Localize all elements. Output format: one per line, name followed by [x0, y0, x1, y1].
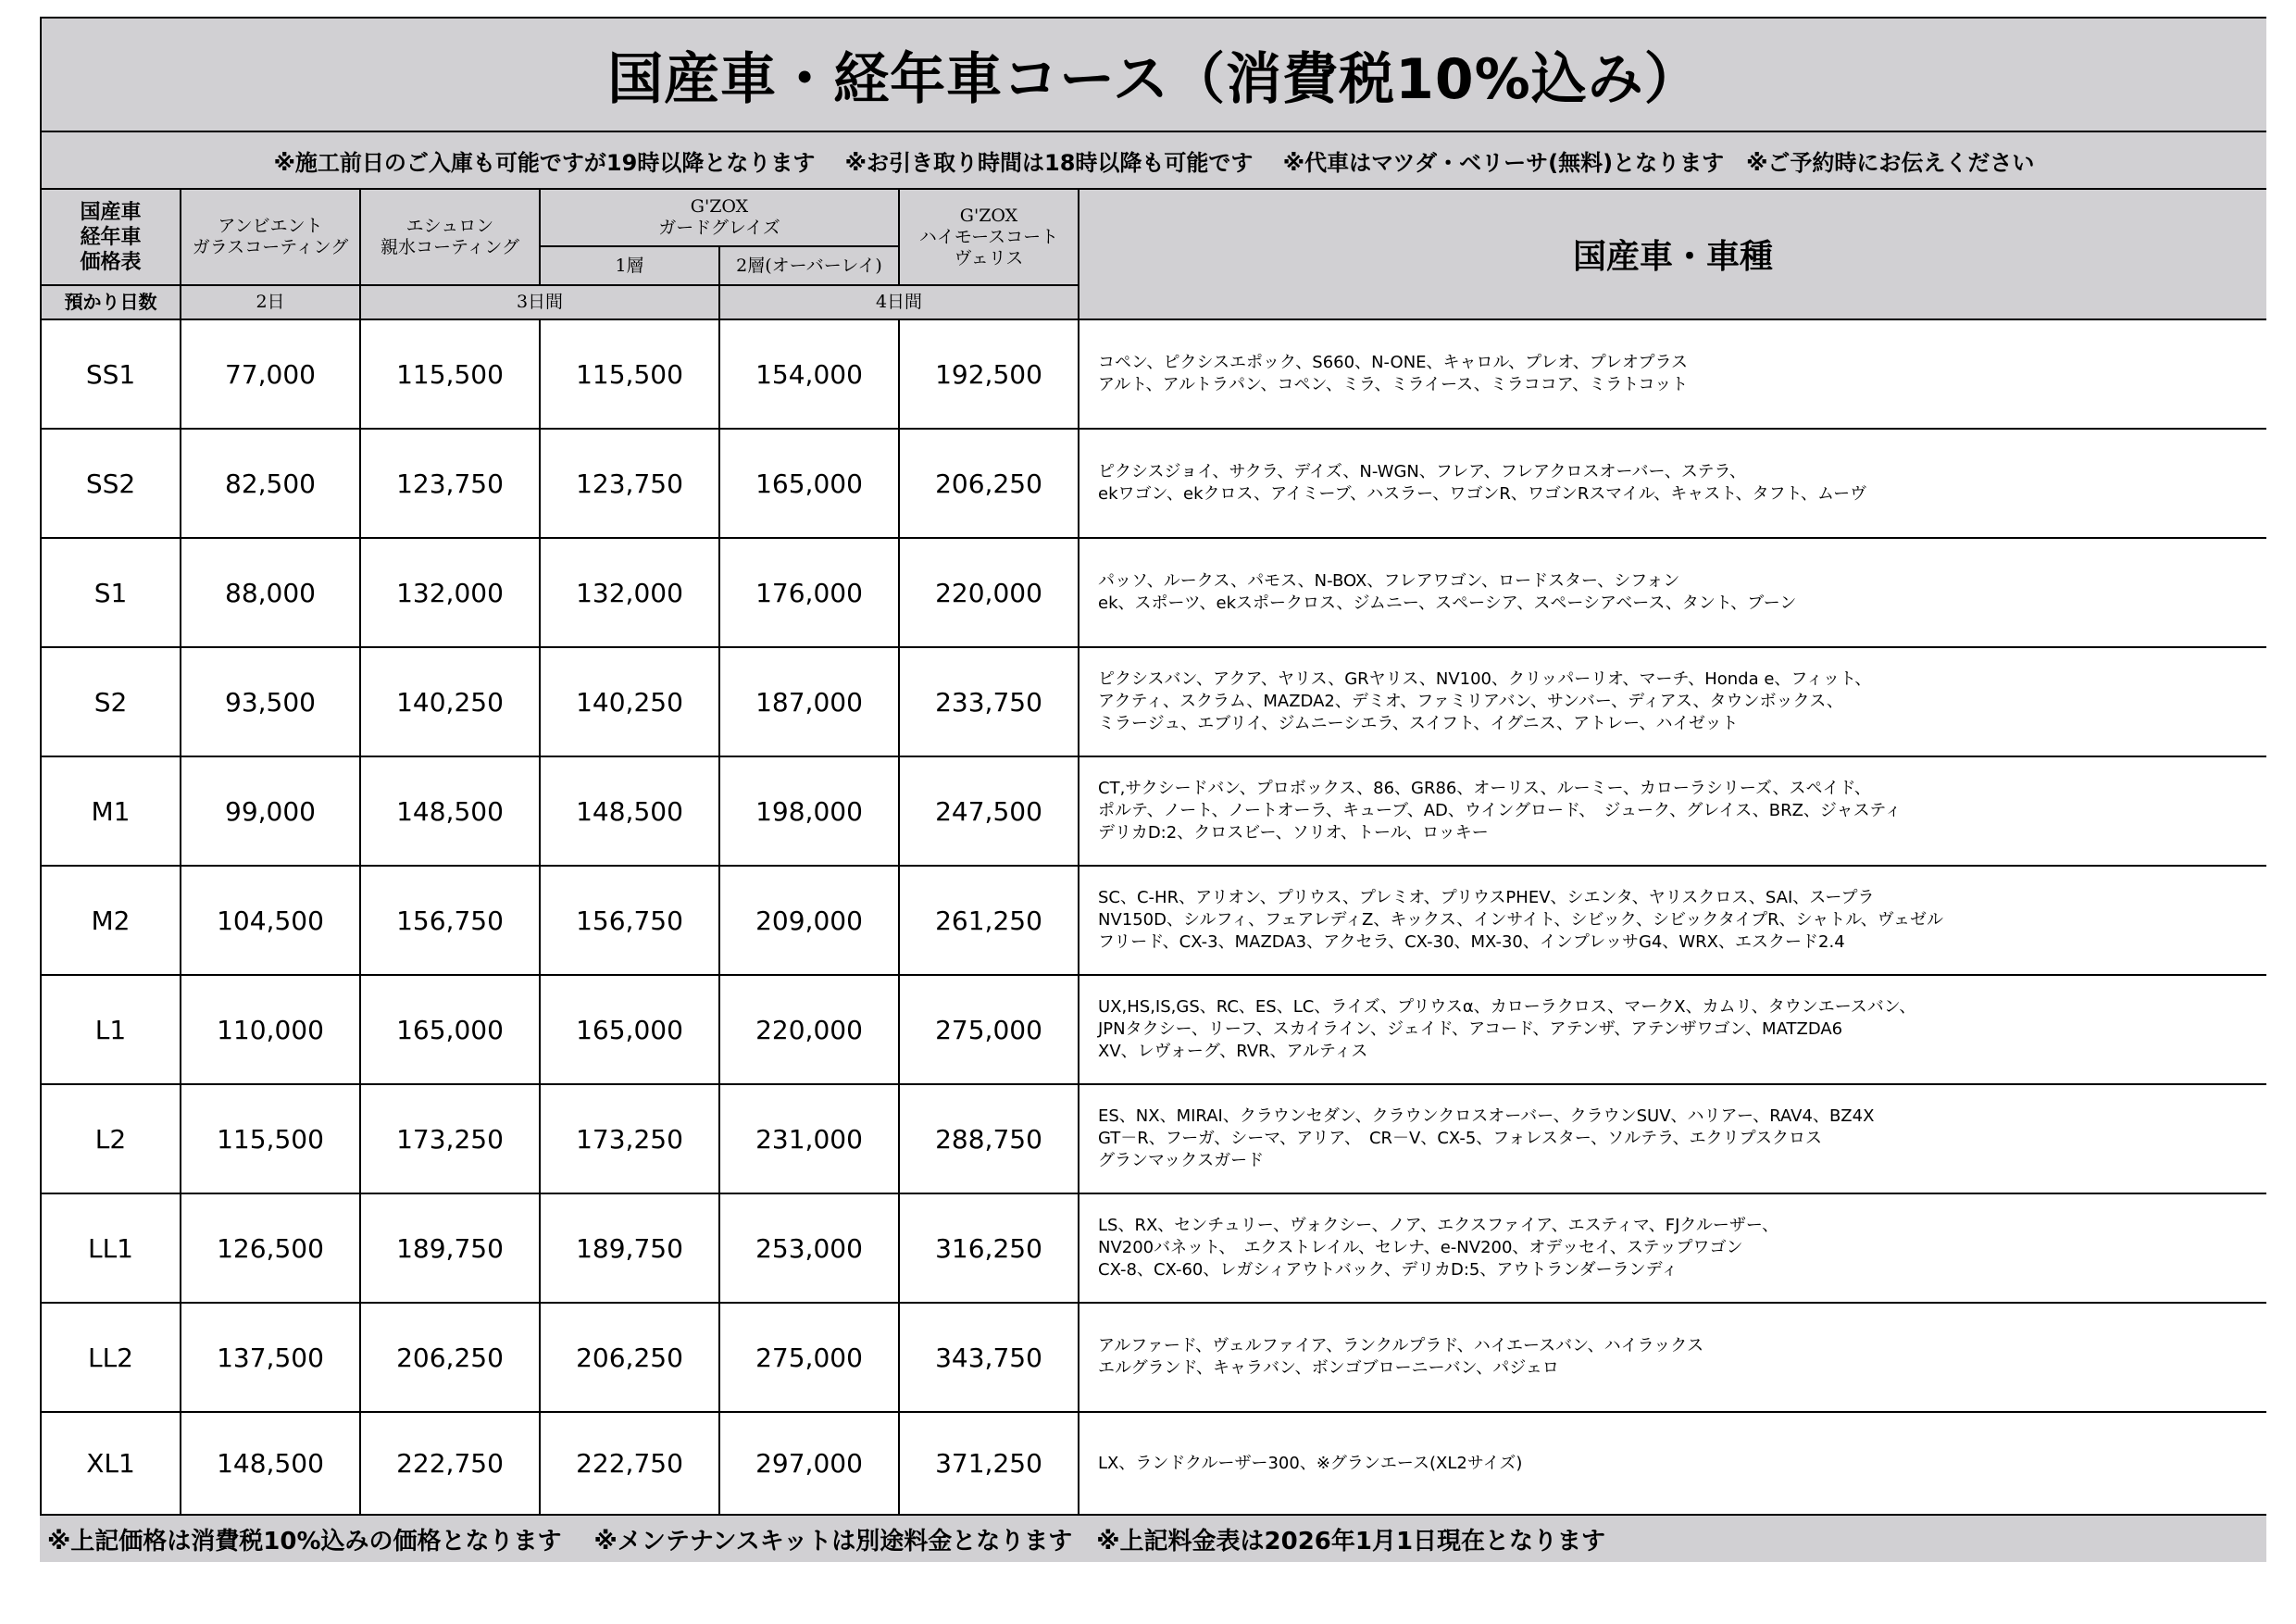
models-list [1098, 461, 1866, 506]
models-line: デリカD:2、クロスビー、ソリオ、トール、ロッキー [1098, 823, 1489, 843]
rank-cell: SS1 [42, 320, 181, 430]
days-three: 3日間 [361, 286, 720, 320]
price-ambient: 88,000 [181, 539, 361, 648]
header-rank-line: 経年車 [80, 224, 142, 249]
price-ambient: 77,000 [181, 320, 361, 430]
models-cell [1079, 430, 2266, 539]
header-guard [541, 190, 900, 247]
footer-note: ※上記価格は消費税10%込みの価格となります ※メンテナンスキットは別途料金となります ※上記料金表は2026年1月1日現在となります [40, 1516, 2266, 1562]
notice-bar: ※施工前日のご入庫も可能ですが19時以降となります ※お引き取り時間は18時以降も可能です ※代車はマツダ・ベリーサ(無料)となります ※ご予約時にお伝えください [42, 132, 2266, 190]
header-rank-line: 国産車 [80, 199, 142, 224]
price-echelon: 115,500 [361, 320, 541, 430]
models-line: アルファード、ヴェルファイア、ランクルプラド、ハイエースバン、ハイラックス [1098, 1336, 1704, 1355]
price-ambient: 93,500 [181, 648, 361, 757]
price-table [40, 17, 2266, 1516]
price-guard-2: 297,000 [720, 1413, 900, 1514]
price-guard-2: 154,000 [720, 320, 900, 430]
price-guard-2: 253,000 [720, 1194, 900, 1304]
header-guard-line: ガードグレイズ [658, 218, 780, 238]
price-ambient: 148,500 [181, 1413, 361, 1514]
models-list [1098, 996, 1915, 1063]
models-line: アクティ、スクラム、MAZDA2、デミオ、ファミリアバン、サンバー、ディアス、タウンボックス、 [1098, 692, 1843, 711]
models-line: UX,HS,IS,GS、RC、ES、LC、ライズ、プリウスα、カローラクロス、マークX、カムリ、タウンエースバン、 [1098, 997, 1916, 1017]
price-guard-2: 198,000 [720, 757, 900, 867]
price-echelon: 222,750 [361, 1413, 541, 1514]
price-guard-2: 220,000 [720, 976, 900, 1085]
price-guard-1: 123,750 [541, 430, 720, 539]
page-title: 国産車・経年車コース（消費税10%込み） [42, 19, 2266, 132]
models-cell [1079, 867, 2266, 976]
price-ambient: 126,500 [181, 1194, 361, 1304]
days-label: 預かり日数 [42, 286, 181, 320]
price-guard-1: 140,250 [541, 648, 720, 757]
price-echelon: 132,000 [361, 539, 541, 648]
price-echelon: 156,750 [361, 867, 541, 976]
price-ambient: 104,500 [181, 867, 361, 976]
models-list [1098, 668, 1871, 735]
price-guard-2: 165,000 [720, 430, 900, 539]
rank-cell: L1 [42, 976, 181, 1085]
price-hymos: 371,250 [900, 1413, 1079, 1514]
price-hymos: 275,000 [900, 976, 1079, 1085]
header-hymos [900, 190, 1079, 286]
price-hymos: 247,500 [900, 757, 1079, 867]
models-line: LS、RX、センチュリー、ヴォクシー、ノア、エクスファイア、エスティマ、FJクルーザー、 [1098, 1216, 1779, 1235]
price-guard-1: 148,500 [541, 757, 720, 867]
price-guard-1: 173,250 [541, 1085, 720, 1194]
models-cell [1079, 757, 2266, 867]
price-hymos: 192,500 [900, 320, 1079, 430]
models-line: NV200バネット、 エクストレイル、セレナ、e-NV200、オデッセイ、ステップワゴン [1098, 1238, 1743, 1257]
price-hymos: 233,750 [900, 648, 1079, 757]
header-echelon [361, 190, 541, 286]
models-list [1098, 1335, 1703, 1380]
models-line: SC、C-HR、アリオン、プリウス、プレミオ、プリウスPHEV、シエンタ、ヤリスクロス、SAI、スープラ [1098, 888, 1875, 907]
models-line: コペン、ピクシスエポック、S660、N-ONE、キャロル、プレオ、プレオプラス [1098, 353, 1688, 372]
price-guard-1: 156,750 [541, 867, 720, 976]
header-guard-2: 2層(オーバーレイ) [720, 247, 900, 286]
models-cell [1079, 1413, 2266, 1514]
header-ambient [181, 190, 361, 286]
header-rank-line: 価格表 [80, 249, 142, 274]
price-echelon: 189,750 [361, 1194, 541, 1304]
models-line: ES、NX、MIRAI、クラウンセダン、クラウンクロスオーバー、クラウンSUV、ハリアー、RAV4、BZ4X [1098, 1106, 1875, 1126]
models-cell [1079, 1085, 2266, 1194]
models-line: LX、ランドクルーザー300、※グランエース(XL2サイズ) [1098, 1453, 1523, 1473]
price-hymos: 343,750 [900, 1304, 1079, 1413]
models-list [1098, 1215, 1778, 1281]
price-echelon: 206,250 [361, 1304, 541, 1413]
models-list [1098, 570, 1796, 615]
rank-cell: LL1 [42, 1194, 181, 1304]
header-echelon-line: 親水コーティング [380, 237, 520, 257]
price-echelon: 165,000 [361, 976, 541, 1085]
price-guard-1: 222,750 [541, 1413, 720, 1514]
models-cell [1079, 1304, 2266, 1413]
header-hymos-line: ハイモースコート [918, 226, 1059, 247]
models-cell [1079, 976, 2266, 1085]
header-guard-1: 1層 [541, 247, 720, 286]
models-line: XV、レヴォーグ、RVR、アルティス [1098, 1042, 1368, 1061]
models-list [1098, 887, 1943, 954]
price-echelon: 173,250 [361, 1085, 541, 1194]
price-ambient: 99,000 [181, 757, 361, 867]
models-line: JPNタクシー、リーフ、スカイライン、ジェイド、アコード、アテンザ、アテンザワゴン、MATZDA6 [1098, 1019, 1843, 1039]
models-list [1098, 352, 1688, 396]
models-line: ミラージュ、エブリイ、ジムニーシエラ、スイフト、イグニス、アトレー、ハイゼット [1098, 714, 1739, 733]
models-cell [1079, 539, 2266, 648]
models-line: フリード、CX-3、MAZDA3、アクセラ、CX-30、MX-30、インプレッサG4、WRX、エスクード2.4 [1098, 932, 1845, 952]
models-line: CT,サクシードバン、プロボックス、86、GR86、オーリス、ルーミー、カローラシリーズ、スペイド、 [1098, 779, 1871, 798]
models-line: NV150D、シルフィ、フェアレディZ、キックス、インサイト、シビック、シビックタイプR、シャトル、ヴェゼル [1098, 910, 1944, 930]
header-ambient-line: アンビエント [218, 216, 323, 236]
rank-cell: SS2 [42, 430, 181, 539]
models-list [1098, 778, 1902, 844]
price-echelon: 148,500 [361, 757, 541, 867]
days-ambient: 2日 [181, 286, 361, 320]
header-hymos-line: ヴェリス [954, 247, 1024, 269]
price-hymos: 316,250 [900, 1194, 1079, 1304]
rank-cell: LL2 [42, 1304, 181, 1413]
rank-cell: L2 [42, 1085, 181, 1194]
rank-cell: XL1 [42, 1413, 181, 1514]
price-hymos: 261,250 [900, 867, 1079, 976]
header-rank [42, 190, 181, 286]
price-echelon: 140,250 [361, 648, 541, 757]
models-line: ek、スポーツ、ekスポークロス、ジムニー、スペーシア、スペーシアベース、タント、ブーン [1098, 593, 1797, 613]
models-line: ポルテ、ノート、ノートオーラ、キューブ、AD、ウイングロード、 ジューク、グレイス、BRZ、ジャスティ [1098, 801, 1902, 820]
price-hymos: 220,000 [900, 539, 1079, 648]
header-echelon-line: エシュロン [406, 216, 494, 236]
models-cell [1079, 320, 2266, 430]
models-line: ekワゴン、ekクロス、アイミーブ、ハスラー、ワゴンR、ワゴンRスマイル、キャスト、タフト、ムーヴ [1098, 484, 1867, 504]
days-four: 4日間 [720, 286, 1079, 320]
price-guard-2: 231,000 [720, 1085, 900, 1194]
header-models: 国産車・車種 [1079, 190, 2266, 320]
models-line: エルグランド、キャラバン、ボンゴブローニーバン、パジェロ [1098, 1358, 1559, 1378]
models-line: ピクシスバン、アクア、ヤリス、GRヤリス、NV100、クリッパーリオ、マーチ、Honda e、フィット、 [1098, 669, 1872, 689]
price-guard-2: 209,000 [720, 867, 900, 976]
models-line: CX-8、CX-60、レガシィアウトバック、デリカD:5、アウトランダーランディ [1098, 1260, 1678, 1280]
price-echelon: 123,750 [361, 430, 541, 539]
models-list [1098, 1106, 1874, 1172]
price-guard-1: 206,250 [541, 1304, 720, 1413]
price-guard-2: 176,000 [720, 539, 900, 648]
price-guard-2: 275,000 [720, 1304, 900, 1413]
header-ambient-line: ガラスコーティング [192, 237, 349, 257]
models-line: アルト、アルトラパン、コペン、ミラ、ミライース、ミラココア、ミラトコット [1098, 375, 1689, 394]
price-guard-1: 189,750 [541, 1194, 720, 1304]
price-guard-1: 115,500 [541, 320, 720, 430]
models-line: グランマックスガード [1098, 1151, 1265, 1170]
rank-cell: M2 [42, 867, 181, 976]
rank-cell: M1 [42, 757, 181, 867]
models-cell [1079, 1194, 2266, 1304]
price-ambient: 82,500 [181, 430, 361, 539]
rank-cell: S1 [42, 539, 181, 648]
price-guard-1: 165,000 [541, 976, 720, 1085]
price-ambient: 110,000 [181, 976, 361, 1085]
price-ambient: 115,500 [181, 1085, 361, 1194]
rank-cell: S2 [42, 648, 181, 757]
price-hymos: 206,250 [900, 430, 1079, 539]
models-line: GT－R、フーガ、シーマ、アリア、 CR－V、CX-5、フォレスター、ソルテラ、エクリプスクロス [1098, 1129, 1822, 1148]
price-guard-2: 187,000 [720, 648, 900, 757]
price-hymos: 288,750 [900, 1085, 1079, 1194]
header-guard-line: G'ZOX [690, 196, 749, 217]
models-line: パッソ、ルークス、パモス、N-BOX、フレアワゴン、ロードスター、シフォン [1098, 571, 1680, 591]
price-ambient: 137,500 [181, 1304, 361, 1413]
price-guard-1: 132,000 [541, 539, 720, 648]
header-hymos-line: G'ZOX [959, 205, 1018, 226]
models-line: ピクシスジョイ、サクラ、デイズ、N-WGN、フレア、フレアクロスオーバー、ステラ、 [1098, 462, 1747, 481]
models-list [1098, 1453, 1522, 1475]
models-cell [1079, 648, 2266, 757]
